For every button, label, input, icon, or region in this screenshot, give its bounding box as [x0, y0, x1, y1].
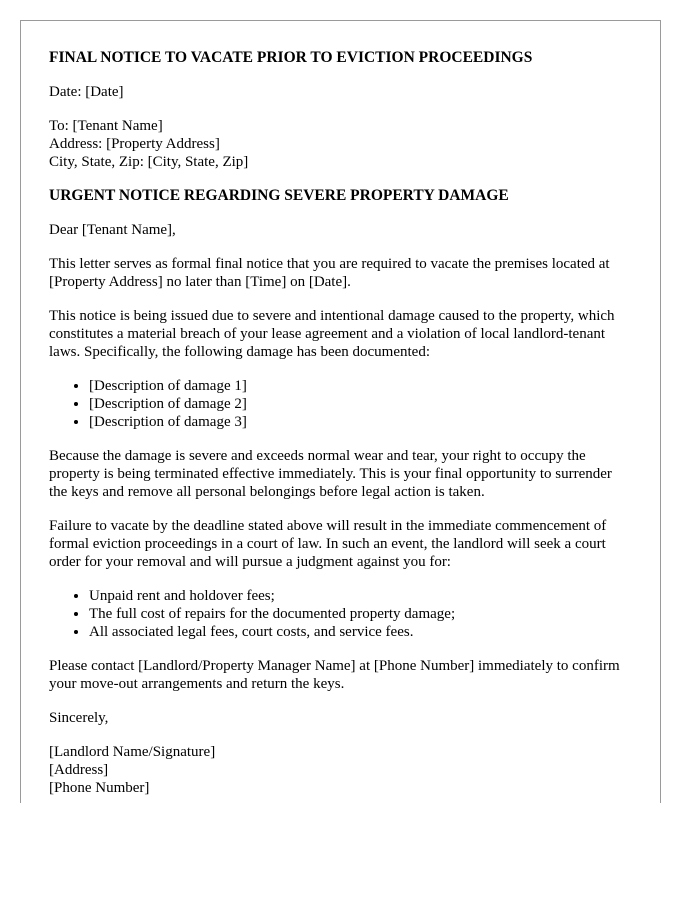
signature-address: [Address] — [49, 762, 109, 778]
signature-block — [49, 743, 632, 797]
judgment-list-item: • All associated legal fees, court costs, and service fees. — [89, 623, 632, 641]
damage-list-item: • [Description of damage 1] — [89, 377, 632, 395]
paragraph-vacate-notice: This letter serves as formal final notice that you are required to vacate the premises located at [Property Address] no later than [Time] on [Date]. — [49, 256, 610, 290]
signature-phone: [Phone Number] — [49, 780, 150, 796]
recipient-block — [49, 117, 632, 171]
damage-list-item: • [Description of damage 3] — [89, 413, 632, 431]
paragraph-eviction-consequences: Failure to vacate by the deadline stated above will result in the immediate commencement of formal eviction proceedings in a court of law. In such an event, the landlord will seek a court order for your removal and will pursue a judgment against you for: — [49, 518, 607, 570]
damage-list-item: • [Description of damage 2] — [89, 395, 632, 413]
signature-name: [Landlord Name/Signature] — [49, 744, 216, 760]
paragraph-damage-reason: This notice is being issued due to severe and intentional damage caused to the property, which constitutes a material breach of your lease agreement and a violation of local landlord-tenant laws. Specifically, the following damage has been documented: — [49, 308, 615, 360]
damage-list — [49, 377, 632, 431]
recipient-city: City, State, Zip: [City, State, Zip] — [49, 154, 249, 170]
recipient-address: Address: [Property Address] — [49, 136, 220, 152]
letter-subtitle: URGENT NOTICE REGARDING SEVERE PROPERTY DAMAGE — [49, 187, 509, 204]
judgment-list — [49, 587, 632, 641]
judgment-list-item: • Unpaid rent and holdover fees; — [89, 587, 632, 605]
letter-title: FINAL NOTICE TO VACATE PRIOR TO EVICTION PROCEEDINGS — [49, 49, 533, 66]
recipient-to: To: [Tenant Name] — [49, 118, 163, 134]
salutation: Dear [Tenant Name], — [49, 222, 176, 238]
closing: Sincerely, — [49, 710, 109, 726]
paragraph-termination: Because the damage is severe and exceeds normal wear and tear, your right to occupy the property is being terminated effective immediately. This is your final opportunity to surrender the keys and remove all personal belongings before legal action is taken. — [49, 448, 612, 500]
judgment-list-item: • The full cost of repairs for the documented property damage; — [89, 605, 632, 623]
letter-page — [20, 20, 661, 803]
paragraph-contact: Please contact [Landlord/Property Manager Name] at [Phone Number] immediately to confirm your move-out arrangements and return the keys. — [49, 658, 620, 692]
date-line: Date: [Date] — [49, 84, 124, 100]
